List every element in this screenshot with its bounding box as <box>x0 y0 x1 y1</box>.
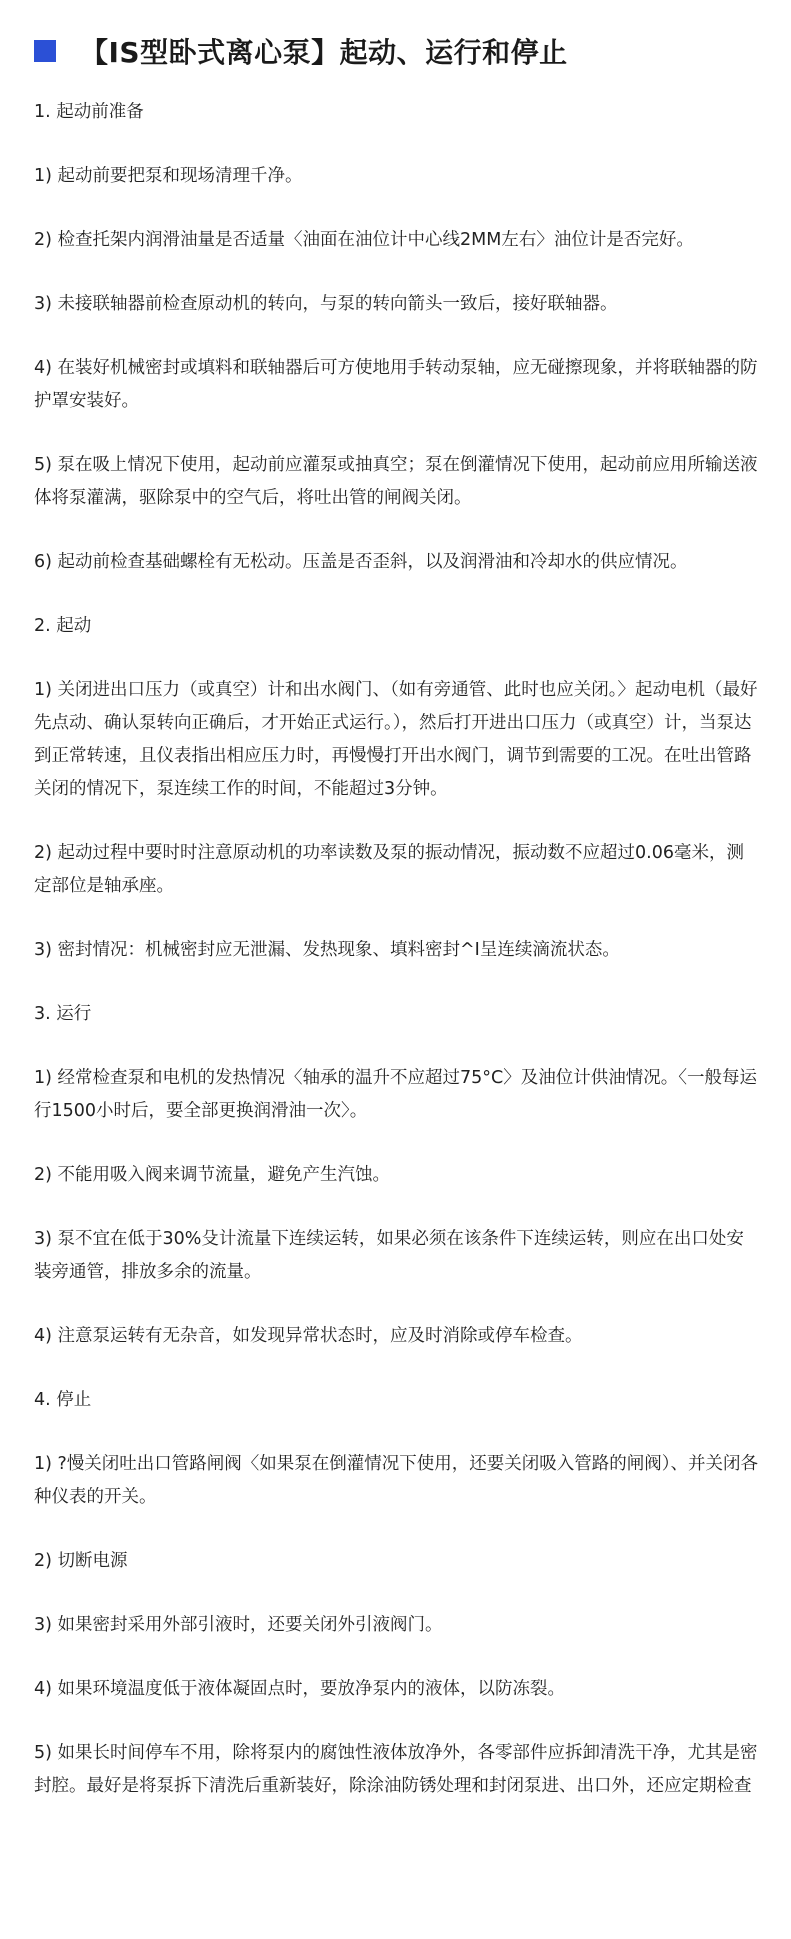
paragraph: 2) 不能用吸入阀来调节流量，避免产生汽蚀。 <box>34 1165 391 1185</box>
paragraph: 1) 经常检查泵和电机的发热情况〈轴承的温升不应超过75°C〉及油位计供油情况。〈一般每运行1500小时后，要全部更换润滑油一次〉。 <box>34 1068 758 1121</box>
paragraph: 4) 在装好机械密封或填料和联轴器后可方使地用手转动泵轴，应无碰擦现象，并将联轴器的防护罩安装好。 <box>34 358 758 411</box>
section-heading-1: 1. 起动前准备 <box>34 102 144 122</box>
paragraph: 2) 起动过程中要时时注意原动机的功率读数及泵的振动情况，振动数不应超过0.06毫米，测定部位是轴承座。 <box>34 843 744 896</box>
paragraph: 4) 如果环境温度低于液体凝固点时，要放净泵内的液体，以防冻裂。 <box>34 1679 566 1699</box>
section-heading-2: 2. 起动 <box>34 616 92 636</box>
paragraph: 1) ?慢关闭吐出口管路闸阀〈如果泵在倒灌情况下使用，还要关闭吸入管路的闸阀）、并关闭各种仪表的开关。 <box>34 1454 759 1507</box>
paragraph: 3) 如果密封采用外部引液时，还要关闭外引液阀门。 <box>34 1615 443 1635</box>
paragraph: 2) 切断电源 <box>34 1551 128 1571</box>
paragraph: 5) 如果长时间停车不用，除将泵内的腐蚀性液体放净外，各零部件应拆卸清洗干净，尤其是密封腔。最好是将泵拆下清洗后重新装好，除涂油防锈处理和封闭泵进、出口外，还应定期检查 <box>34 1743 758 1796</box>
article-body <box>34 96 761 1803</box>
paragraph: 1) 起动前要把泵和现场清理千净。 <box>34 166 303 186</box>
paragraph: 6) 起动前检查基础螺栓有无松动。压盖是否歪斜，以及润滑油和冷却水的供应情况。 <box>34 552 688 572</box>
paragraph: 2) 检查托架内润滑油量是否适量〈油面在油位计中心线2MM左右〉油位计是否完好。 <box>34 230 694 250</box>
paragraph: 3) 密封情况：机械密封应无泄漏、发热现象、填料密封^I呈连续滴流状态。 <box>34 940 620 960</box>
paragraph: 5) 泵在吸上情况下使用，起动前应灌泵或抽真空；泵在倒灌情况下使用，起动前应用所输送液体将泵灌满，驱除泵中的空气后，将吐出管的闸阀关闭。 <box>34 455 758 508</box>
page-title: 【IS型卧式离心泵】起动、运行和停止 <box>80 36 568 69</box>
section-heading-4: 4. 停止 <box>34 1390 92 1410</box>
paragraph: 3) 泵不宜在低于30%殳计流量下连续运转，如果必须在该条件下连续运转，则应在出口处安装旁通管，排放多余的流量。 <box>34 1229 744 1282</box>
article <box>0 24 791 1939</box>
title-row <box>34 24 761 78</box>
paragraph: 4) 注意泵运转有无杂音，如发现异常状态时，应及时消除或停车检查。 <box>34 1326 583 1346</box>
paragraph: 1) 关闭进出口压力（或真空）计和出水阀门、（如有旁通管、此时也应关闭。〉起动电机（最好先点动、确认泵转向正确后，才开始正式运行。），然后打开进出口压力（或真空）计，当泵达到正常转速，且仪表指出相应压力时，再慢慢打开出水阀门，调节到需要的工况。在吐出管路关闭的情况下，泵连续工作的时间，不能超过3分钟。 <box>34 680 758 799</box>
paragraph: 3) 未接联轴器前检查原动机的转向，与泵的转向箭头一致后，接好联轴器。 <box>34 294 618 314</box>
title-marker-square <box>34 40 56 62</box>
section-heading-3: 3. 运行 <box>34 1004 92 1024</box>
